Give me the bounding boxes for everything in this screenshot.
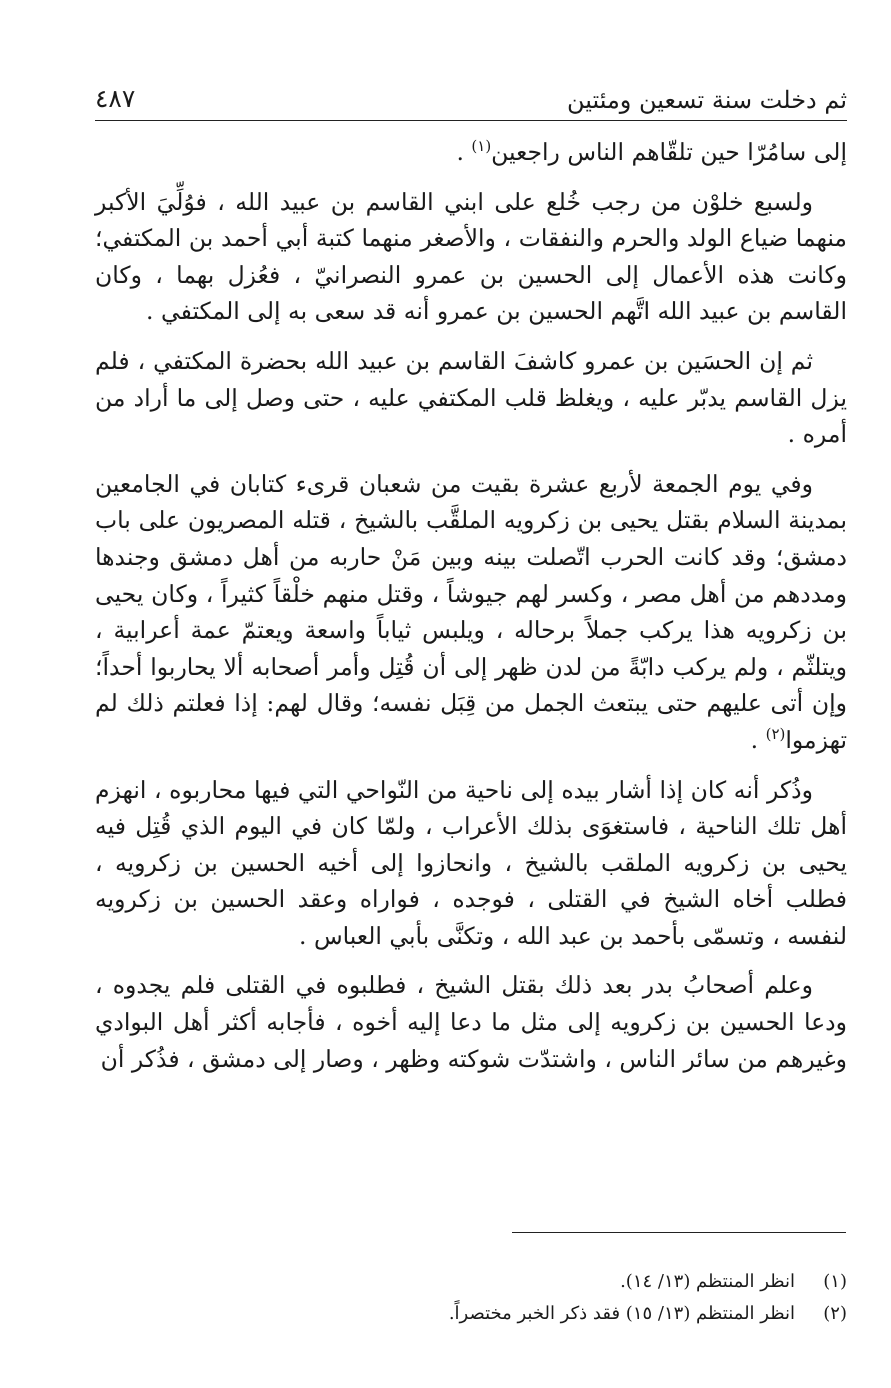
paragraph-text: وعلم أصحابُ بدر بعد ذلك بقتل الشيخ ، فطلبوه في القتلى فلم يجدوه ، ودعا الحسين بن زكرويه إلى مثل ما دعا إليه أخوه ، فأجابه أكثر أهل البوادي وغيرهم من سائر الناس ، واشتدّت شوكته وظهر ، وصار إلى دمشق ، فذُكر أن [95,971,847,1073]
paragraph-text: ثم إن الحسَين بن عمرو كاشفَ القاسم بن عبيد الله بحضرة المكتفي ، فلم يزل القاسم يدبّر عليه ، ويغلظ قلب المكتفي عليه ، حتى وصل إلى ما أراد من أمره . [95,346,847,449]
paragraph [95,184,847,330]
paragraph [95,466,847,759]
main-text [95,134,847,1077]
paragraph [95,967,847,1077]
footnote [95,1266,847,1298]
paragraph [95,343,847,453]
footnote-ref-2: (٢) [765,725,786,744]
footnote-ref-1: (١) [471,137,492,156]
footnote-number: (٢) [823,1303,847,1324]
paragraph-text: وفي يوم الجمعة لأربع عشرة بقيت من شعبان قرىء كتابان في الجامعين بمدينة السلام بقتل يحيى بن زكرويه الملقَّب بالشيخ ، قتله المصريون على باب دمشق؛ وقد كانت الحرب اتّصلت بينه وبين مَنْ حاربه من أهل دمشق وجندها ومددهم من أهل مصر ، وكسر لهم جيوشاً ، وقتل منهم خلْقاً كثيراً ، وكان يحيى بن زكرويه هذا يركب جملاً برحاله ، ويلبس ثياباً واسعة ويعتمّ عمة أعرابية ، ويتلثّم ، ولم يركب دابّةً من لدن ظهر إلى أن قُتِل وأمر أصحابه ألا يحاربوا أحداً؛ وإن أتى عليهم حتى يبتعث الجمل من قِبَل نفسه؛ وقال لهم: إذا فعلتم ذلك لم تهزموا [95,469,847,754]
running-header [95,76,847,121]
footnote-text: انظر المنتظم (١٣/ ١٤). [620,1271,795,1292]
paragraph-end: . [750,725,766,754]
paragraph-end: . [456,138,472,166]
paragraph-text: إلى سامُرّا حين تلقّاهم الناس راجعين [491,138,847,166]
footnotes [95,1266,847,1330]
footnote-divider [512,1232,846,1233]
footnote-number: (١) [823,1271,847,1292]
page-number: ٤٨٧ [95,84,136,113]
paragraph [95,134,847,171]
footnote-text: انظر المنتظم (١٣/ ١٥) فقد ذكر الخبر مختصراً. [448,1303,795,1324]
footnote [95,1298,847,1330]
paragraph-text: وذُكر أنه كان إذا أشار بيده إلى ناحية من النّواحي التي فيها محاربوه ، انهزم أهل تلك الناحية ، فاستغوَى بذلك الأعراب ، ولمّا كان في اليوم الذي قُتِل فيه يحيى بن زكرويه الملقب بالشيخ ، وانحازوا إلى أخيه الحسين بن زكرويه ، فطلب أخاه الشيخ في القتلى ، فوجده ، فواراه وعقد الحسين بن زكرويه لنفسه ، وتسمّى بأحمد بن عبد الله ، وتكنَّى بأبي العباس . [95,775,847,950]
paragraph [95,772,847,955]
chapter-title: ثم دخلت سنة تسعين ومئتين [566,86,847,114]
paragraph-text: ولسبع خلوْن من رجب خُلع على ابني القاسم بن عبيد الله ، فوُلِّيَ الأكبر منهما ضياع الولد والحرم والنفقات ، والأصغر منهما كتبة أبي أحمد بن المكتفي؛ وكانت هذه الأعمال إلى الحسين بن عمرو النصرانيّ ، فعُزل بهما ، وكان القاسم بن عبيد الله اتَّهم الحسين بن عمرو أنه قد سعى به إلى المكتفي . [95,187,847,326]
